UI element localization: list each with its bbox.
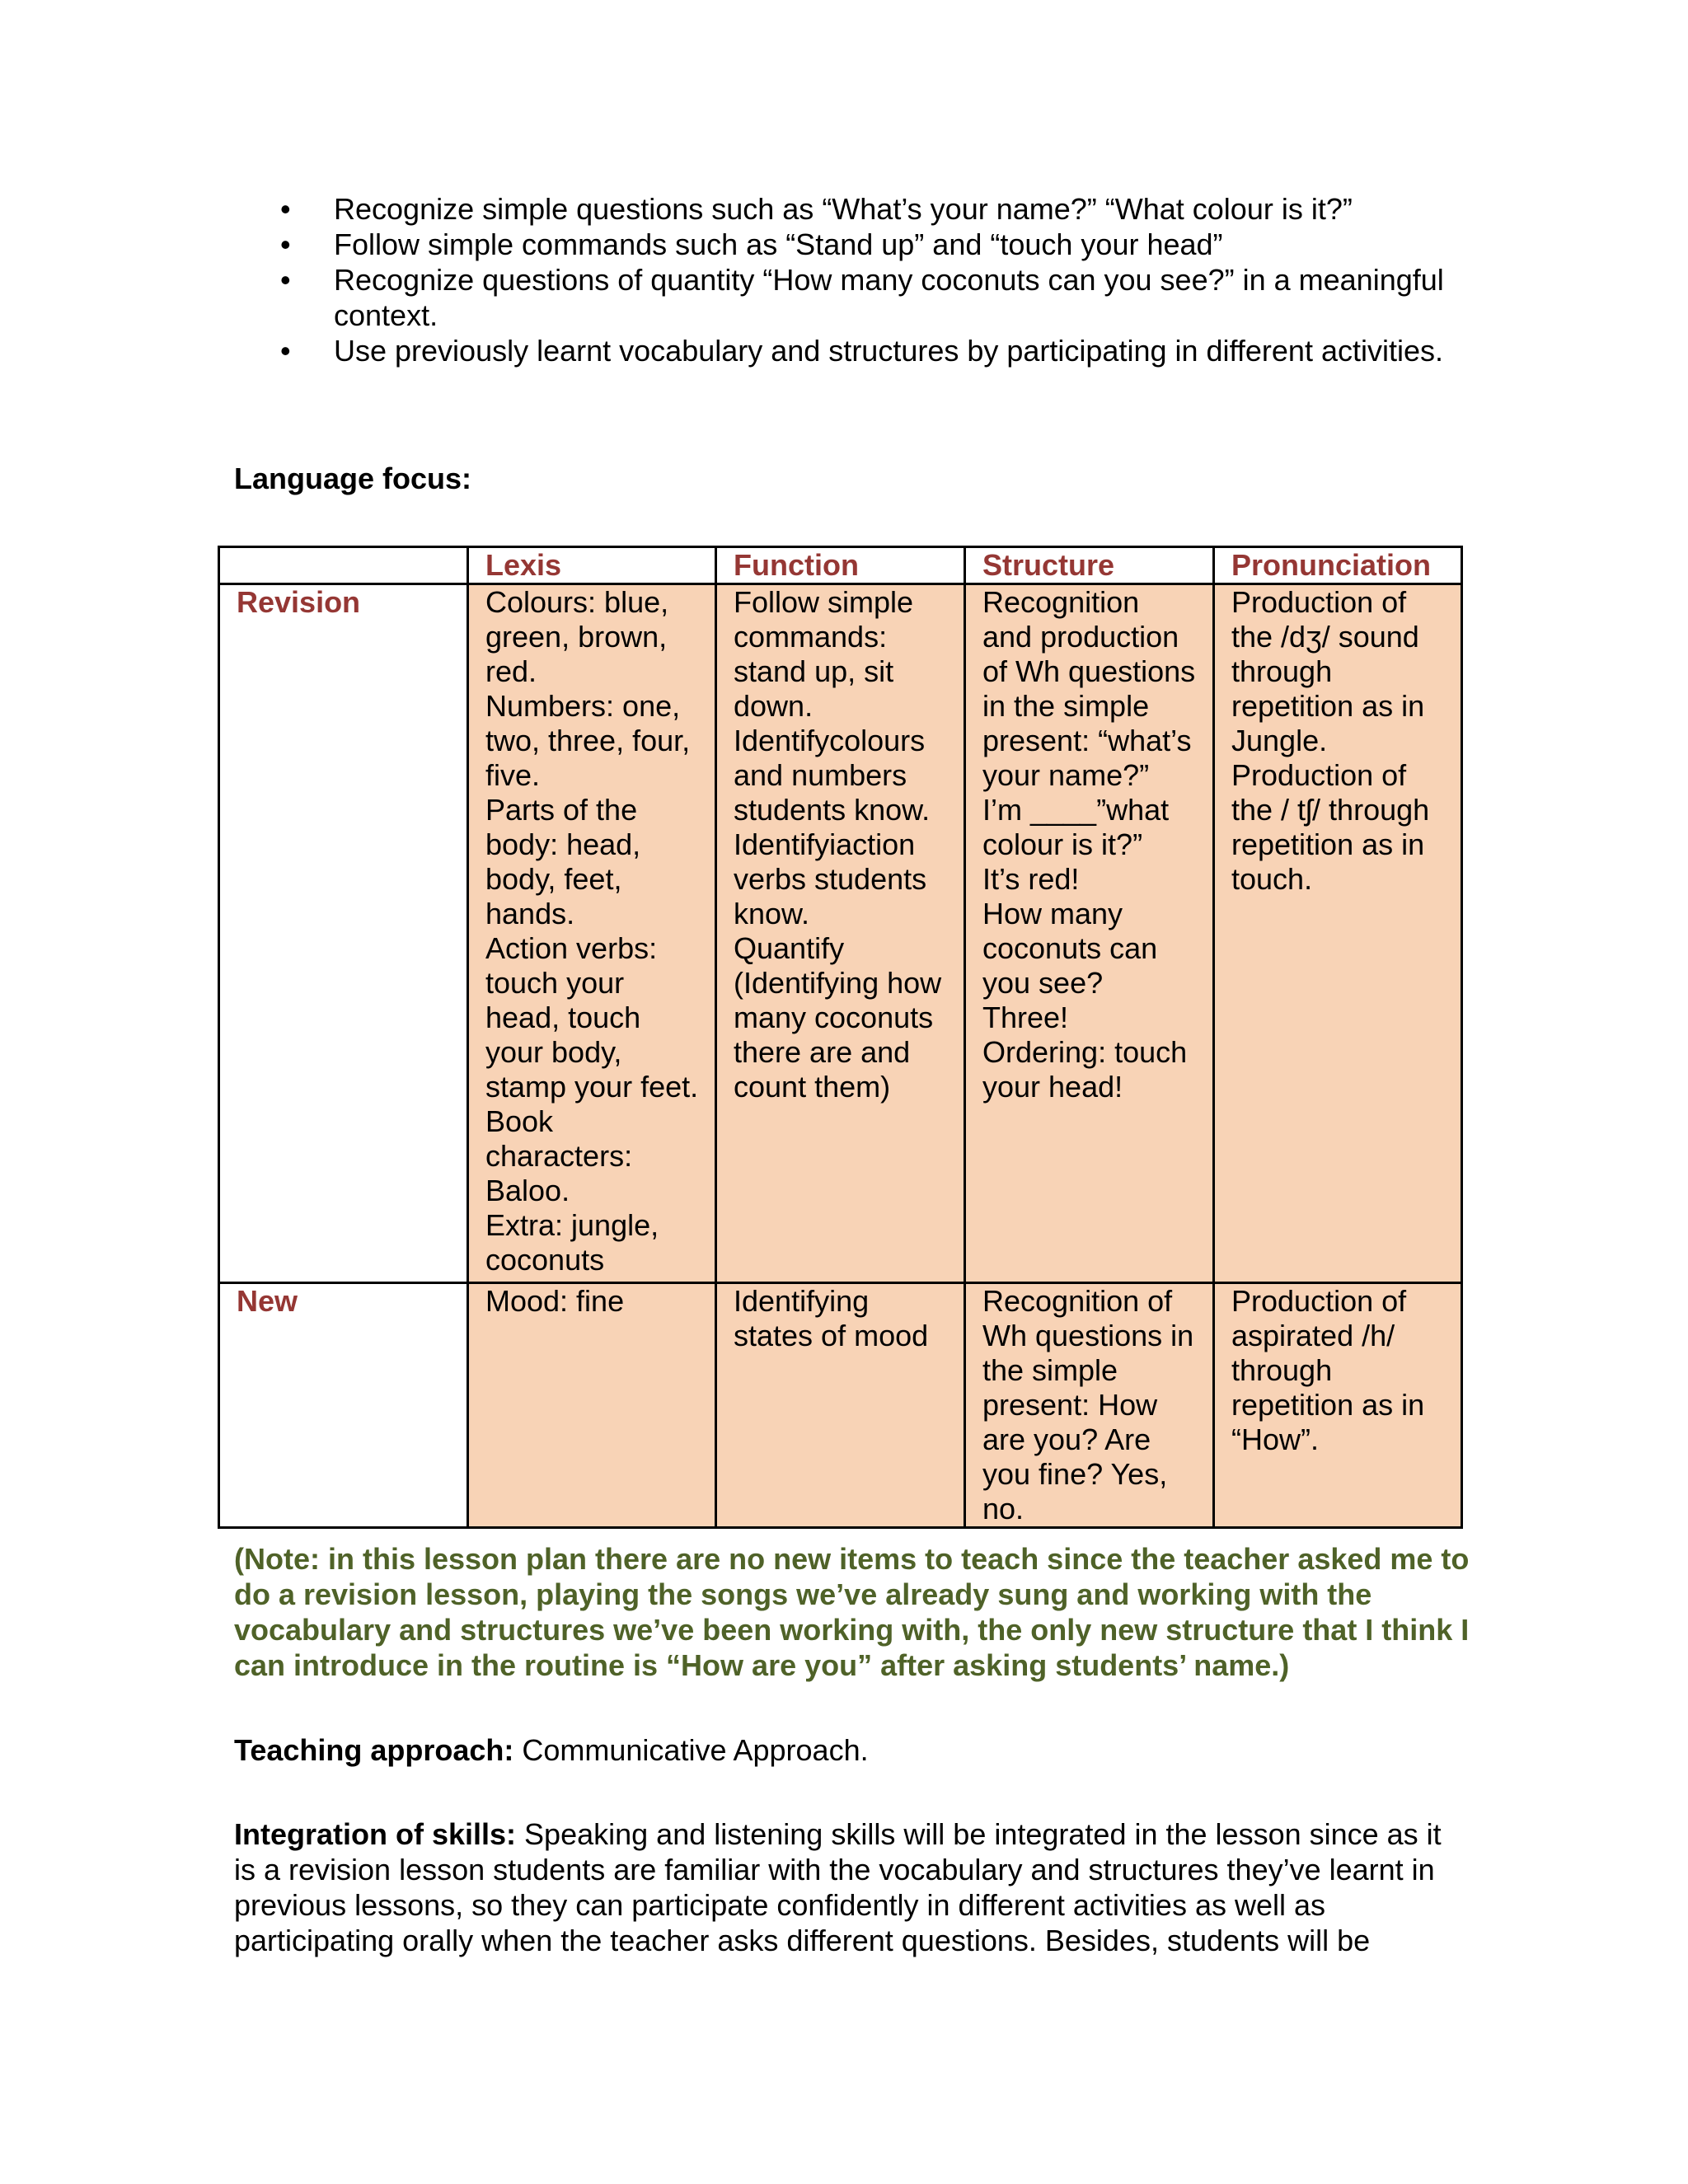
cell-line: there are and xyxy=(734,1035,911,1069)
cell-line: states of mood xyxy=(734,1319,929,1352)
new-pronunciation-cell xyxy=(1214,1283,1462,1528)
cell-line: five. xyxy=(485,758,541,792)
cell-line: Production of xyxy=(1231,1284,1407,1318)
teaching-approach-text: Communicative Approach. xyxy=(513,1733,869,1767)
revision-pronunciation-cell xyxy=(1214,584,1462,1283)
cell-line: Ordering: touch xyxy=(982,1035,1188,1069)
cell-line: green, brown, xyxy=(485,620,668,654)
cell-line: many coconuts xyxy=(734,1001,934,1034)
cell-line: body: head, xyxy=(485,827,641,861)
revision-function-cell xyxy=(716,584,965,1283)
cell-line: I’m ____”what xyxy=(982,793,1170,827)
cell-line: Book xyxy=(485,1104,554,1138)
cell-line: your body, xyxy=(485,1035,622,1069)
cell-line: (Identifying how xyxy=(734,966,942,1000)
cell-line: know. xyxy=(734,897,810,930)
column-header-structure: Structure xyxy=(965,547,1214,584)
new-lexis-cell xyxy=(468,1283,716,1528)
cell-line: Recognition xyxy=(982,585,1140,619)
cell-line: no. xyxy=(982,1492,1025,1526)
cell-line: hands. xyxy=(485,897,575,930)
objective-item: • Recognize questions of quantity “How many coconuts can you see?” in a meaningful context. xyxy=(280,262,1467,333)
cell-line: Mood: fine xyxy=(485,1284,625,1318)
revision-structure-cell xyxy=(965,584,1214,1283)
objective-item: • Use previously learnt vocabulary and structures by participating in different activities. xyxy=(280,333,1467,368)
table-header-row xyxy=(219,547,1462,584)
integration-of-skills-label: Integration of skills: xyxy=(234,1817,517,1851)
cell-line: of Wh questions xyxy=(982,654,1196,688)
cell-line: count them) xyxy=(734,1070,891,1104)
cell-line: aspirated /h/ xyxy=(1231,1319,1395,1352)
cell-line: Baloo. xyxy=(485,1174,570,1207)
cell-line: repetition as in xyxy=(1231,827,1425,861)
cell-line: you see? xyxy=(982,966,1104,1000)
cell-line: Recognition of xyxy=(982,1284,1173,1318)
cell-line: Identifyiaction xyxy=(734,827,916,861)
cell-line: your name?” xyxy=(982,758,1150,792)
objectives-list xyxy=(280,191,1467,368)
column-header-function: Function xyxy=(716,547,965,584)
cell-line: Identifying xyxy=(734,1284,870,1318)
cell-line: present: “what’s xyxy=(982,724,1192,757)
cell-line: Wh questions in xyxy=(982,1319,1194,1352)
cell-line: down. xyxy=(734,689,814,723)
cell-line: Colours: blue, xyxy=(485,585,669,619)
cell-line: Production of xyxy=(1231,758,1407,792)
cell-line: Production of xyxy=(1231,585,1407,619)
cell-line: are you? Are xyxy=(982,1422,1151,1456)
cell-line: coconuts can xyxy=(982,931,1158,965)
column-header-lexis: Lexis xyxy=(468,547,716,584)
cell-line: Parts of the xyxy=(485,793,638,827)
objective-item: • Recognize simple questions such as “What’s your name?” “What colour is it?” xyxy=(280,191,1467,227)
cell-line: Action verbs: xyxy=(485,931,658,965)
cell-line: red. xyxy=(485,654,537,688)
cell-line: head, touch xyxy=(485,1001,641,1034)
integration-of-skills-text: Speaking and listening skills will be integrated in the lesson since as it is a revision lesson students are familiar with the vocabulary and structures they’ve learnt in previous lessons, so they can participate confidently in different activities as well as participating orally when the teacher asks different questions. Besides, students will be xyxy=(234,1817,1442,1957)
cell-line: How many xyxy=(982,897,1123,930)
integration-of-skills xyxy=(234,1816,1470,1958)
new-function-cell xyxy=(716,1283,965,1528)
cell-line: through xyxy=(1231,654,1333,688)
objective-item: • Follow simple commands such as “Stand up” and “touch your head” xyxy=(280,227,1467,262)
language-focus-table xyxy=(218,546,1463,1529)
cell-line: colour is it?” xyxy=(982,827,1143,861)
column-header-pronunciation: Pronunciation xyxy=(1214,547,1462,584)
cell-line: the simple xyxy=(982,1353,1118,1387)
row-header-new: New xyxy=(219,1283,468,1528)
cell-line: two, three, four, xyxy=(485,724,691,757)
cell-line: and numbers xyxy=(734,758,907,792)
cell-line: “How”. xyxy=(1231,1422,1319,1456)
cell-line: Identifycolours xyxy=(734,724,926,757)
cell-line: Extra: jungle, xyxy=(485,1208,659,1242)
cell-line: Jungle. xyxy=(1231,724,1328,757)
cell-line: characters: xyxy=(485,1139,633,1173)
cell-line: in the simple xyxy=(982,689,1150,723)
new-structure-cell xyxy=(965,1283,1214,1528)
table-row xyxy=(219,584,1462,1283)
table-corner-cell xyxy=(219,547,468,584)
teaching-approach-label: Teaching approach: xyxy=(234,1733,514,1767)
cell-line: repetition as in xyxy=(1231,689,1425,723)
cell-line: you fine? Yes, xyxy=(982,1457,1168,1491)
cell-line: touch. xyxy=(1231,862,1313,896)
teaching-approach xyxy=(234,1732,1470,1768)
language-focus-heading: Language focus: xyxy=(234,462,472,495)
cell-line: It’s red! xyxy=(982,862,1080,896)
cell-line: stand up, sit xyxy=(734,654,894,688)
cell-line: students know. xyxy=(734,793,931,827)
cell-line: touch your xyxy=(485,966,625,1000)
cell-line: stamp your feet. xyxy=(485,1070,699,1104)
table-row xyxy=(219,1283,1462,1528)
cell-line: Three! xyxy=(982,1001,1069,1034)
cell-line: Numbers: one, xyxy=(485,689,681,723)
cell-line: body, feet, xyxy=(485,862,622,896)
cell-line: repetition as in xyxy=(1231,1388,1425,1422)
cell-line: Quantify xyxy=(734,931,845,965)
lesson-note: (Note: in this lesson plan there are no new items to teach since the teacher asked me to do a revision lesson, playing the songs we’ve already sung and working with the vocabulary and structures we’ve been working with, the only new structure that I think I can introduce in the routine is “How are you” after asking students’ name.) xyxy=(234,1542,1470,1682)
cell-line: through xyxy=(1231,1353,1333,1387)
cell-line: Follow simple xyxy=(734,585,914,619)
revision-lexis-cell xyxy=(468,584,716,1283)
cell-line: commands: xyxy=(734,620,888,654)
cell-line: and production xyxy=(982,620,1179,654)
row-header-revision: Revision xyxy=(219,584,468,1283)
cell-line: the /dʒ/ sound xyxy=(1231,620,1419,654)
cell-line: coconuts xyxy=(485,1243,605,1277)
cell-line: the / tʃ/ through xyxy=(1231,793,1430,827)
cell-line: present: How xyxy=(982,1388,1158,1422)
cell-line: your head! xyxy=(982,1070,1123,1104)
cell-line: verbs students xyxy=(734,862,927,896)
